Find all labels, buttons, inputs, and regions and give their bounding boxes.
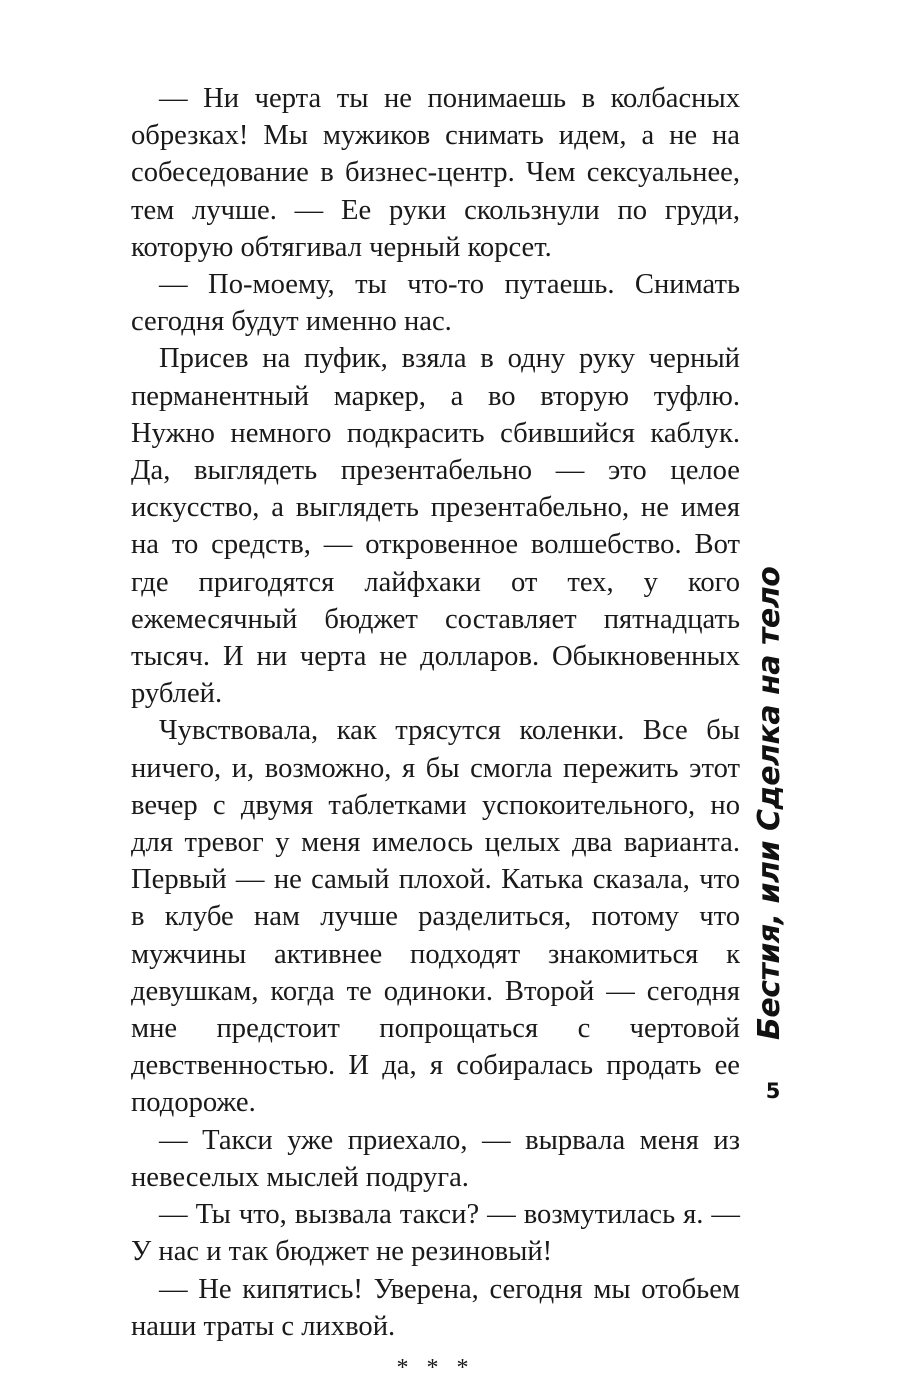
paragraph-3: Присев на пуфик, взяла в одну руку черный перманентный маркер, а во вторую туфлю. Нужно немного подкрасить сбившийся каблук. Да, выглядеть презентабельно — это целое искусство, а выглядеть презентабельно, не имея на то средств, — откровенное волшебство. Вот где пригодятся лайфхаки от тех, у кого ежемесячный бюджет составляет пятнадцать тысяч. И ни черта не долларов. Обыкновенных рублей. (131, 343, 740, 710)
scene-break: * * * (396, 1354, 475, 1381)
paragraph-5: — Такси уже приехало, — вырвала меня из невеселых мыслей подруга. (131, 1124, 740, 1193)
paragraph-7: — Не кипятись! Уверена, сегодня мы отобьем наши траты с лихвой. (131, 1273, 740, 1342)
paragraph-1: — Ни черта ты не понимаешь в колбасных обрезках! Мы мужиков снимать идем, а не на собеседование в бизнес-центр. Чем сексуальнее, тем лучше. — Ее руки скользнули по груди, которую обтягивал черный корсет. (131, 83, 740, 263)
paragraph-2: — По-моему, ты что-то путаешь. Снимать сегодня будут именно нас. (131, 269, 740, 338)
paragraph-6: — Ты что, вызвала такси? — возмутилась я. — У нас и так бюджет не резиновый! (131, 1199, 740, 1268)
page-number: 5 (765, 1079, 781, 1103)
running-title: Бестия, или Сделка на тело (752, 566, 787, 1040)
paragraph-4: Чувствовала, как трясутся коленки. Все бы ничего, и, возможно, я бы смогла пережить этот вечер с двумя таблетками успокоительного, но для тревог у меня имелось целых два варианта. Первый — не самый плохой. Катька сказала, что в клубе нам лучше разделиться, потому что мужчины активнее подходят знакомиться к девушкам, когда те одиноки. Второй — сегодня мне предстоит попрощаться с чертовой девственностью. И да, я собиралась продать ее подороже. (131, 715, 740, 1119)
page-body (131, 80, 740, 1383)
